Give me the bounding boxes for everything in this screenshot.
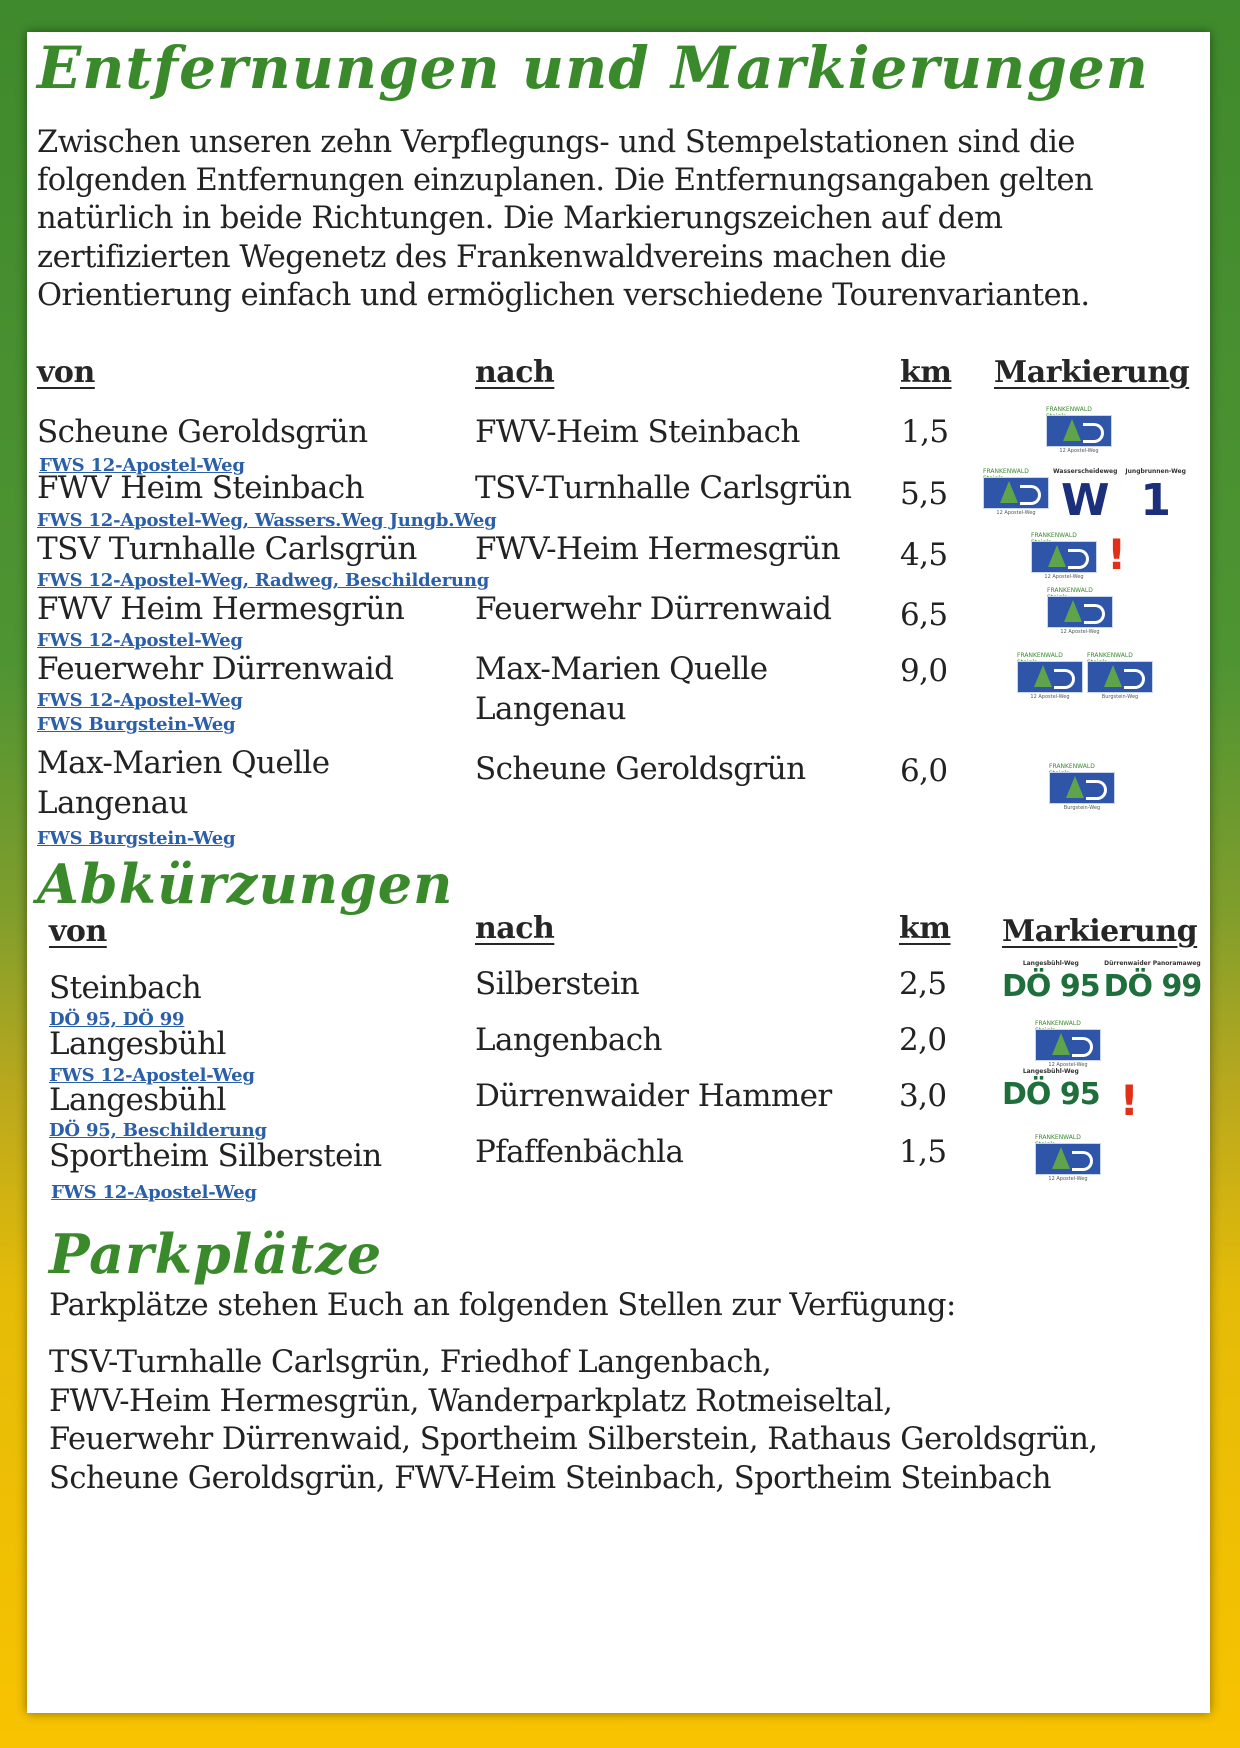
section-title-shortcuts: Abkürzungen <box>37 852 454 916</box>
exclamation-sign-icon: ! <box>1119 1076 1139 1125</box>
shortcut-km: 2,5 <box>899 966 947 1002</box>
parking-line: Feuerwehr Dürrenwaid, Sportheim Silberstein, Rathaus Geroldsgrün, <box>49 1422 1098 1457</box>
route-from: Scheune Geroldsgrün <box>37 414 368 450</box>
shortcut-to: Pfaffenbächla <box>475 1134 684 1170</box>
intro-line: zertifizierten Wegenetz des Frankenwaldvereins machen die <box>37 239 946 275</box>
route-from-trail: FWS 12-Apostel-Weg <box>37 690 243 711</box>
parking-line: Scheune Geroldsgrün, FWV-Heim Steinbach, Sportheim Steinbach <box>49 1460 1051 1496</box>
route-from: FWV Heim Hermesgrün <box>37 591 405 627</box>
route-markers <box>983 468 1186 524</box>
route-markers <box>1017 652 1153 702</box>
section-title-parking: Parkplätze <box>49 1222 383 1286</box>
route-to: TSV-Turnhalle Carlsgrün <box>475 470 852 506</box>
trail-sign-icon: FRANKENWALD 12 Apostel-Weg <box>1047 587 1113 637</box>
trail-sign-icon: FRANKENWALD 12 Apostel-Weg <box>1031 532 1097 582</box>
column-header-km: km <box>899 911 951 946</box>
route-from-trail: FWS 12-Apostel-Weg <box>37 630 243 651</box>
shortcut-row <box>27 1134 1210 1203</box>
route-row <box>27 743 1210 849</box>
shortcut-markers <box>1035 1134 1101 1184</box>
column-header-markierung: Markierung <box>1002 914 1198 949</box>
parking-intro: Parkplätze stehen Euch an folgenden Stellen zur Verfügung: <box>49 1288 956 1323</box>
shortcut-from: Sportheim Silberstein <box>49 1138 382 1174</box>
route-from: Feuerwehr Dürrenwaid <box>37 651 394 687</box>
trail-sign-icon: FRANKENWALD 12 Apostel-Weg <box>1035 1020 1101 1070</box>
route-row <box>27 587 1210 651</box>
route-row <box>27 468 1210 531</box>
column-header-km: km <box>900 355 952 390</box>
parking-line: TSV-Turnhalle Carlsgrün, Friedhof Langenbach, <box>49 1345 772 1380</box>
trail-sign-icon: FRANKENWALD 12 Apostel-Weg <box>1017 652 1083 702</box>
shortcut-markers <box>1035 1020 1101 1070</box>
column-header-nach: nach <box>475 355 555 390</box>
route-km: 1,5 <box>901 414 949 450</box>
shortcut-km: 3,0 <box>899 1078 947 1114</box>
intro-line: Orientierung einfach und ermöglichen verschiedene Tourenvarianten. <box>37 277 1090 313</box>
shortcut-from-trail: DÖ 95, Beschilderung <box>49 1120 267 1141</box>
trail-sign-icon: FRANKENWALD Burgstein-Weg <box>1049 763 1115 813</box>
column-header-von: von <box>37 355 95 390</box>
parking-line: FWV-Heim Hermesgrün, Wanderparkplatz Rotmeiseltal, <box>49 1383 893 1419</box>
route-to: FWV-Heim Hermesgrün <box>475 531 840 567</box>
shortcut-row <box>27 1020 1210 1086</box>
shortcut-from: Langesbühl <box>49 1082 226 1118</box>
route-km: 4,5 <box>900 537 948 573</box>
route-from: Max-Marien Quelle Langenau <box>37 745 330 821</box>
shortcut-from: Langesbühl <box>49 1026 226 1062</box>
route-markers <box>1046 406 1112 456</box>
trail-sign-icon: FRANKENWALD Burgstein-Weg <box>1087 652 1153 702</box>
shortcut-to: Dürrenwaider Hammer <box>475 1078 832 1114</box>
route-from-trail: FWS 12-Apostel-Weg, Radweg, Beschilderung <box>37 570 490 591</box>
shortcut-to: Langenbach <box>475 1022 662 1058</box>
route-from-trail: FWS 12-Apostel-Weg <box>39 455 245 476</box>
wasserscheideweg-sign-icon: Wasserscheideweg W <box>1053 468 1118 526</box>
exclamation-sign-icon: ! <box>1107 530 1127 579</box>
intro-line: folgenden Entfernungen einzuplanen. Die Entfernungsangaben gelten <box>37 163 1094 199</box>
column-header-nach: nach <box>475 911 555 946</box>
jungbrunnenweg-sign-icon: Jungbrunnen-Weg 1 <box>1125 468 1186 526</box>
intro-line: natürlich in beide Richtungen. Die Markierungszeichen auf dem <box>37 201 1003 237</box>
shortcut-km: 1,5 <box>899 1134 947 1170</box>
shortcut-from-trail: DÖ 95, DÖ 99 <box>49 1009 185 1030</box>
route-row <box>27 649 1210 735</box>
route-from-trail: FWS 12-Apostel-Weg, Wassers.Weg Jungb.Weg <box>37 510 497 531</box>
shortcut-row <box>27 960 1210 1030</box>
route-markers <box>1049 763 1115 813</box>
route-from: FWV Heim Steinbach <box>37 470 364 506</box>
intro-paragraph <box>37 124 1202 315</box>
route-from-trail: FWS Burgstein-Weg <box>37 714 236 735</box>
do99-sign-icon: Dürrenwaider Panoramaweg DÖ 99 <box>1103 960 1202 1004</box>
route-from: TSV Turnhalle Carlsgrün <box>37 531 417 567</box>
column-header-markierung: Markierung <box>994 355 1190 390</box>
column-header-von: von <box>49 914 107 949</box>
shortcut-from: Steinbach <box>49 970 202 1006</box>
shortcut-km: 2,0 <box>899 1022 947 1058</box>
route-row <box>27 529 1210 591</box>
trail-sign-icon: FRANKENWALD 12 Apostel-Weg <box>1046 406 1112 456</box>
parking-list <box>49 1344 1098 1498</box>
route-km: 9,0 <box>900 653 948 689</box>
shortcut-markers <box>1002 1068 1139 1124</box>
shortcut-from-trail: FWS 12-Apostel-Weg <box>49 1065 255 1086</box>
route-row <box>27 406 1210 476</box>
route-km: 5,5 <box>900 476 948 512</box>
route-markers <box>1047 587 1113 637</box>
route-markers <box>1031 532 1126 582</box>
route-from-trail: FWS Burgstein-Weg <box>37 828 236 849</box>
route-km: 6,0 <box>900 753 948 789</box>
route-km: 6,5 <box>900 597 948 633</box>
content-panel <box>27 32 1210 1713</box>
section-title-distances: Entfernungen und Markierungen <box>37 34 1149 102</box>
trail-sign-icon: FRANKENWALD 12 Apostel-Weg <box>983 468 1049 518</box>
route-to: FWV-Heim Steinbach <box>475 414 800 450</box>
route-to: Feuerwehr Dürrenwaid <box>475 591 832 627</box>
shortcut-from-trail: FWS 12-Apostel-Weg <box>51 1182 257 1203</box>
shortcut-to: Silberstein <box>475 966 640 1002</box>
shortcut-markers <box>1002 960 1201 1004</box>
route-to: Max-Marien Quelle Langenau <box>475 651 768 727</box>
do95-sign-icon: Langesbühl-Weg DÖ 95 <box>1002 960 1100 1004</box>
trail-sign-icon: FRANKENWALD 12 Apostel-Weg <box>1035 1134 1101 1184</box>
do95-sign-icon: Langesbühl-Weg DÖ 95 <box>1002 1068 1100 1112</box>
intro-line: Zwischen unseren zehn Verpflegungs- und Stempelstationen sind die <box>37 125 1075 160</box>
route-to: Scheune Geroldsgrün <box>475 751 806 787</box>
